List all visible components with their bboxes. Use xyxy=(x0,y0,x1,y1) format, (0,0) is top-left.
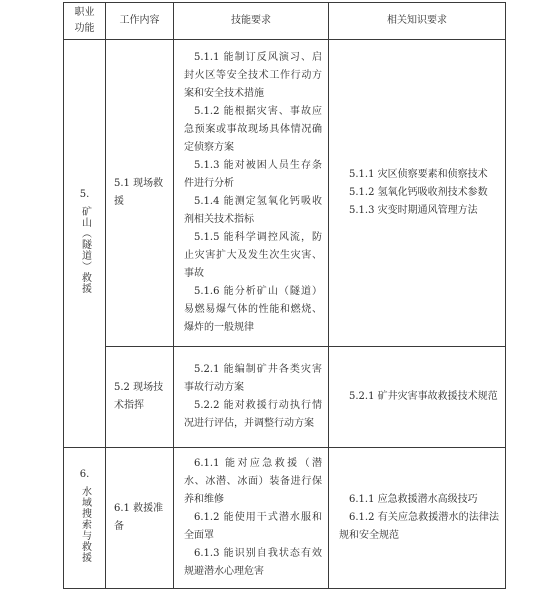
table-row xyxy=(64,448,506,589)
knowledge-item: 5.1.3 灾变时期通风管理方法 xyxy=(349,205,478,216)
function-cell xyxy=(64,448,106,589)
work-content-cell: 5.2 现场技术指挥 xyxy=(106,347,174,448)
header-function: 职业功能 xyxy=(64,3,106,40)
knowledge-item: 6.1.2 有关应急救援潜水的法律法规和安全规范 xyxy=(339,512,499,541)
header-work-content: 工作内容 xyxy=(106,3,174,40)
work-content-cell: 5.1 现场救援 xyxy=(106,40,174,347)
table-row xyxy=(64,40,506,347)
function-name: 矿山（隧道）救援 xyxy=(79,206,91,294)
skill-item: 5.1.3 能对被困人员生存条件进行分析 xyxy=(184,160,322,189)
work-content-cell: 6.1 救援准备 xyxy=(106,448,174,589)
header-skill-requirements: 技能要求 xyxy=(174,3,329,40)
skill-item: 5.1.5 能科学调控风流，防止灾害扩大及发生次生灾害、事故 xyxy=(184,232,322,279)
skill-item: 6.1.1 能对应急救援（潜水、冰潜、冰面）装备进行保养和维修 xyxy=(184,458,322,505)
knowledge-item: 5.1.1 灾区侦察要素和侦察技术 xyxy=(349,169,488,180)
function-cell xyxy=(64,40,106,448)
skill-item: 5.2.1 能编制矿井各类灾害事故行动方案 xyxy=(184,364,322,393)
skill-item: 5.1.2 能根据灾害、事故应急预案或事故现场具体情况确定侦察方案 xyxy=(184,106,322,153)
skill-item: 6.1.3 能识别自我状态有效规避潜水心理危害 xyxy=(184,548,322,577)
skill-item: 6.1.2 能使用干式潜水服和全面罩 xyxy=(184,512,322,541)
skill-item: 5.2.2 能对救援行动执行情况进行评估，并调整行动方案 xyxy=(184,400,322,429)
skill-item: 5.1.1 能制订反风演习、启封火区等安全技术工作行动方案和安全技术措施 xyxy=(184,52,322,99)
knowledge-requirements-cell xyxy=(329,347,506,448)
function-number: 6. xyxy=(79,469,90,480)
skill-item: 5.1.6 能分析矿山（隧道）易燃易爆气体的性能和燃烧、爆炸的一般规律 xyxy=(184,286,322,333)
knowledge-item: 6.1.1 应急救援潜水高级技巧 xyxy=(349,494,478,505)
skill-requirements-cell xyxy=(174,448,329,589)
knowledge-item: 5.1.2 氢氧化钙吸收剂技术参数 xyxy=(349,187,488,198)
header-knowledge-requirements: 相关知识要求 xyxy=(329,3,506,40)
header-row xyxy=(64,3,506,40)
skill-requirements-cell xyxy=(174,40,329,347)
knowledge-item: 5.2.1 矿井灾害事故救援技术规范 xyxy=(349,391,498,402)
knowledge-requirements-cell xyxy=(329,448,506,589)
function-number: 5. xyxy=(79,189,90,200)
skill-item: 5.1.4 能测定氢氧化钙吸收剂相关技术指标 xyxy=(184,196,322,225)
skill-requirements-cell xyxy=(174,347,329,448)
table-row xyxy=(64,347,506,448)
knowledge-requirements-cell xyxy=(329,40,506,347)
occupational-standard-table xyxy=(63,2,506,589)
function-name: 水域搜索与救援 xyxy=(79,486,91,563)
